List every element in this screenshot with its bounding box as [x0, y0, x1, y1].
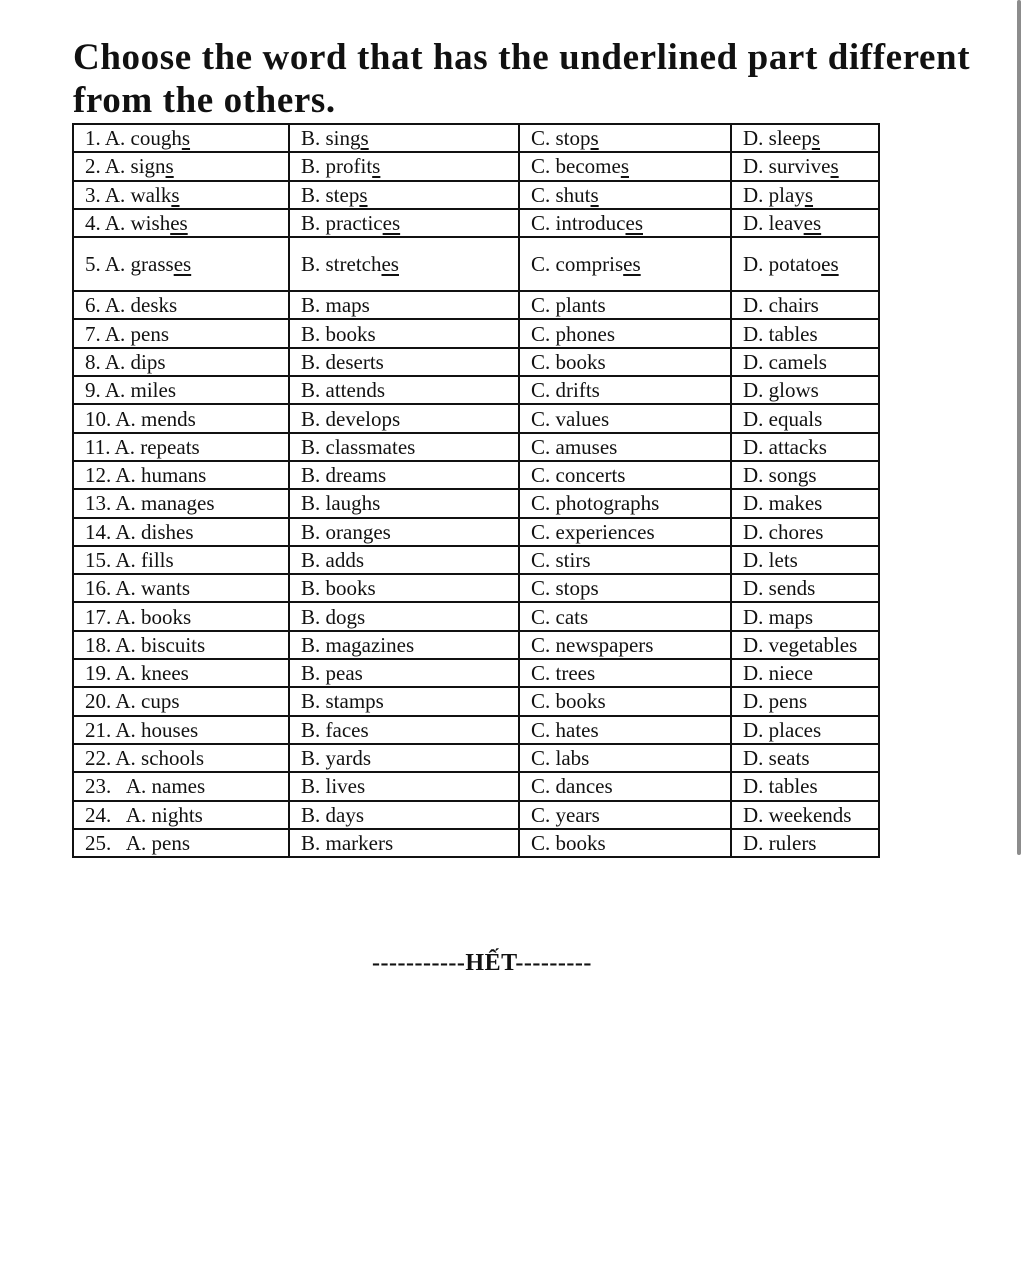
- option-b-cell: [289, 574, 519, 602]
- option-a-word: knees: [141, 661, 189, 686]
- option-b-cell: [289, 772, 519, 800]
- option-a-cell: [73, 829, 289, 857]
- option-b-cell: [289, 602, 519, 630]
- question-row: [73, 404, 879, 432]
- option-d-underlined-part: es: [821, 252, 839, 277]
- question-row: [73, 546, 879, 574]
- question-row: [73, 489, 879, 517]
- option-d-cell: [731, 489, 879, 517]
- question-number: 8. A.: [85, 349, 126, 374]
- option-d-word: D. attacks: [743, 434, 827, 459]
- option-b-word: B. profit: [301, 154, 373, 179]
- option-b-word: B. develops: [301, 406, 401, 431]
- option-d-word: D. vegetables: [743, 632, 858, 657]
- option-a-word: sign: [130, 154, 166, 179]
- option-c-cell: [519, 319, 731, 347]
- option-a-underlined-part: es: [170, 211, 188, 236]
- option-b-word: B. oranges: [301, 519, 391, 544]
- option-b-word: B. markers: [301, 830, 394, 855]
- option-c-word: C. concerts: [531, 463, 626, 488]
- option-c-word: C. shut: [531, 182, 591, 207]
- option-d-cell: [731, 152, 879, 180]
- option-d-cell: [731, 433, 879, 461]
- option-d-word: D. leav: [743, 211, 804, 236]
- option-d-cell: [731, 319, 879, 347]
- question-number: 23. A.: [85, 774, 147, 799]
- option-a-cell: [73, 546, 289, 574]
- option-b-word: B. attends: [301, 378, 385, 403]
- option-b-word: B. deserts: [301, 349, 384, 374]
- option-b-cell: [289, 801, 519, 829]
- option-b-word: B. maps: [301, 293, 370, 318]
- option-b-word: B. adds: [301, 548, 364, 572]
- option-c-underlined-part: es: [625, 211, 643, 236]
- option-b-word: B. lives: [301, 774, 366, 799]
- option-c-cell: [519, 801, 731, 829]
- option-b-word: B. practic: [301, 211, 383, 236]
- option-c-word: C. drifts: [531, 378, 600, 403]
- option-d-word: D. equals: [743, 406, 823, 431]
- option-c-word: C. stop: [531, 126, 591, 151]
- option-d-cell: [731, 801, 879, 829]
- question-row: [73, 124, 879, 152]
- option-a-word: dips: [130, 349, 166, 374]
- option-b-cell: [289, 461, 519, 489]
- question-row: [73, 744, 879, 772]
- option-a-cell: [73, 291, 289, 319]
- option-a-cell: [73, 348, 289, 376]
- option-c-word: C. introduc: [531, 211, 626, 236]
- option-c-word: C. become: [531, 154, 621, 179]
- option-c-word: C. photographs: [531, 491, 660, 516]
- option-d-cell: [731, 461, 879, 489]
- question-number: 4. A.: [85, 211, 126, 236]
- option-d-word: D. sleep: [743, 126, 812, 151]
- option-a-word: manages: [141, 491, 215, 516]
- option-c-word: C. books: [531, 689, 606, 714]
- option-c-word: C. cats: [531, 604, 589, 629]
- question-row: [73, 518, 879, 546]
- option-d-cell: [731, 659, 879, 687]
- question-number: 24. A.: [85, 802, 147, 827]
- option-a-cell: [73, 602, 289, 630]
- option-c-cell: [519, 772, 731, 800]
- option-d-underlined-part: s: [811, 126, 821, 151]
- option-c-cell: [519, 716, 731, 744]
- option-d-cell: [731, 829, 879, 857]
- option-a-word: miles: [130, 378, 177, 403]
- question-number: 17. A.: [85, 604, 136, 629]
- option-c-word: C. stirs: [531, 548, 591, 572]
- question-row: [73, 687, 879, 715]
- option-d-word: D. pens: [743, 689, 808, 714]
- option-d-word: D. chores: [743, 519, 824, 544]
- option-b-cell: [289, 124, 519, 152]
- option-d-cell: [731, 181, 879, 209]
- option-a-cell: [73, 744, 289, 772]
- option-a-cell: [73, 574, 289, 602]
- question-row: [73, 433, 879, 461]
- question-number: 5. A.: [85, 252, 126, 277]
- option-a-word: wish: [130, 211, 171, 236]
- option-b-cell: [289, 518, 519, 546]
- option-a-word: humans: [141, 463, 207, 488]
- option-c-word: C. amuses: [531, 434, 618, 459]
- option-c-cell: [519, 489, 731, 517]
- option-d-cell: [731, 716, 879, 744]
- question-number: 12. A.: [85, 463, 136, 488]
- option-a-cell: [73, 319, 289, 347]
- option-a-cell: [73, 489, 289, 517]
- option-c-cell: [519, 433, 731, 461]
- question-row: [73, 209, 879, 237]
- option-a-word: books: [141, 604, 192, 629]
- option-d-underlined-part: es: [803, 211, 822, 236]
- option-a-word: fills: [141, 548, 174, 572]
- question-number: 2. A.: [85, 154, 126, 179]
- option-a-word: desks: [130, 293, 178, 318]
- option-d-word: D. glows: [743, 378, 819, 403]
- option-c-cell: [519, 237, 731, 291]
- option-c-underlined-part: es: [623, 252, 641, 277]
- question-number: 16. A.: [85, 576, 136, 601]
- option-b-word: B. laughs: [301, 491, 381, 516]
- option-d-cell: [731, 209, 879, 237]
- option-d-cell: [731, 291, 879, 319]
- option-a-word: wants: [141, 576, 191, 601]
- option-d-underlined-part: s: [804, 182, 814, 207]
- question-row: [73, 461, 879, 489]
- option-d-cell: [731, 124, 879, 152]
- option-c-word: C. plants: [531, 293, 606, 318]
- option-b-cell: [289, 376, 519, 404]
- question-row: [73, 291, 879, 319]
- option-d-cell: [731, 237, 879, 291]
- option-d-underlined-part: s: [830, 154, 839, 179]
- option-d-word: D. chairs: [743, 293, 819, 318]
- option-d-word: D. camels: [743, 349, 827, 374]
- question-row: [73, 181, 879, 209]
- option-c-cell: [519, 829, 731, 857]
- question-row: [73, 801, 879, 829]
- option-d-word: D. tables: [743, 321, 818, 346]
- option-a-cell: [73, 716, 289, 744]
- option-a-word: biscuits: [141, 632, 206, 657]
- option-c-cell: [519, 602, 731, 630]
- question-row: [73, 152, 879, 180]
- option-b-underlined-part: s: [372, 154, 381, 179]
- option-b-word: B. step: [301, 182, 360, 207]
- option-a-cell: [73, 518, 289, 546]
- option-a-cell: [73, 237, 289, 291]
- option-a-cell: [73, 404, 289, 432]
- option-b-cell: [289, 319, 519, 347]
- option-c-word: C. dances: [531, 774, 613, 799]
- question-row: [73, 716, 879, 744]
- option-d-word: D. survive: [743, 154, 831, 179]
- option-b-word: B. sing: [301, 126, 361, 151]
- option-d-word: D. sends: [743, 576, 816, 601]
- option-b-cell: [289, 744, 519, 772]
- option-d-word: D. lets: [743, 548, 798, 572]
- scrollbar-track[interactable]: [1015, 0, 1024, 1278]
- option-d-word: D. makes: [743, 491, 823, 516]
- option-d-cell: [731, 602, 879, 630]
- option-b-word: B. faces: [301, 717, 369, 742]
- question-row: [73, 602, 879, 630]
- question-number: 3. A.: [85, 182, 126, 207]
- option-c-word: C. labs: [531, 746, 590, 771]
- option-c-cell: [519, 659, 731, 687]
- option-b-cell: [289, 152, 519, 180]
- option-c-word: C. books: [531, 349, 606, 374]
- option-c-cell: [519, 348, 731, 376]
- option-a-underlined-part: s: [171, 182, 180, 207]
- option-d-cell: [731, 744, 879, 772]
- question-row: [73, 376, 879, 404]
- option-d-word: D. places: [743, 717, 822, 742]
- option-a-word: walk: [130, 182, 172, 207]
- scrollbar-thumb[interactable]: [1017, 0, 1021, 855]
- option-d-cell: [731, 348, 879, 376]
- option-a-word: pens: [151, 830, 191, 855]
- option-c-word: C. stops: [531, 576, 599, 601]
- question-number: 14. A.: [85, 519, 136, 544]
- option-c-word: C. compris: [531, 252, 624, 277]
- option-b-word: B. books: [301, 576, 376, 601]
- option-b-cell: [289, 237, 519, 291]
- option-d-word: D. songs: [743, 463, 817, 488]
- question-row: [73, 829, 879, 857]
- option-d-word: D. maps: [743, 604, 813, 629]
- question-row: [73, 574, 879, 602]
- question-row: [73, 348, 879, 376]
- option-d-word: D. potato: [743, 252, 822, 277]
- option-d-cell: [731, 631, 879, 659]
- option-b-word: B. stretch: [301, 252, 382, 277]
- question-number: 10. A.: [85, 406, 136, 431]
- option-a-cell: [73, 659, 289, 687]
- option-d-cell: [731, 376, 879, 404]
- option-b-cell: [289, 348, 519, 376]
- option-a-word: names: [151, 774, 206, 799]
- option-d-cell: [731, 574, 879, 602]
- option-c-cell: [519, 518, 731, 546]
- question-number: 11. A.: [85, 434, 135, 459]
- option-b-word: B. peas: [301, 661, 363, 686]
- option-b-underlined-part: s: [359, 182, 368, 207]
- option-a-cell: [73, 376, 289, 404]
- answer-table: [72, 123, 880, 858]
- option-c-cell: [519, 631, 731, 659]
- option-d-word: D. weekends: [743, 802, 852, 827]
- option-c-cell: [519, 376, 731, 404]
- option-c-word: C. hates: [531, 717, 599, 742]
- option-a-word: schools: [141, 746, 205, 771]
- question-row: [73, 631, 879, 659]
- option-c-cell: [519, 124, 731, 152]
- option-c-cell: [519, 744, 731, 772]
- option-c-word: C. experiences: [531, 519, 655, 544]
- option-b-word: B. dogs: [301, 604, 366, 629]
- question-row: [73, 659, 879, 687]
- option-a-cell: [73, 801, 289, 829]
- question-row: [73, 237, 879, 291]
- option-b-word: B. yards: [301, 746, 371, 771]
- option-d-word: D. seats: [743, 746, 810, 771]
- option-a-cell: [73, 433, 289, 461]
- option-b-cell: [289, 687, 519, 715]
- option-c-underlined-part: s: [590, 182, 599, 207]
- option-a-cell: [73, 181, 289, 209]
- option-b-cell: [289, 433, 519, 461]
- option-a-word: pens: [130, 321, 170, 346]
- option-a-word: cups: [141, 689, 180, 714]
- option-c-cell: [519, 181, 731, 209]
- option-b-cell: [289, 546, 519, 574]
- option-c-cell: [519, 209, 731, 237]
- option-a-underlined-part: s: [181, 126, 191, 151]
- option-a-cell: [73, 124, 289, 152]
- option-b-word: B. stamps: [301, 689, 384, 714]
- option-a-word: repeats: [140, 434, 200, 459]
- option-b-cell: [289, 829, 519, 857]
- question-number: 18. A.: [85, 632, 136, 657]
- end-marker: -----------HẾT---------: [372, 950, 592, 976]
- question-number: 20. A.: [85, 689, 136, 714]
- question-number: 7. A.: [85, 321, 126, 346]
- option-a-cell: [73, 209, 289, 237]
- option-c-word: C. values: [531, 406, 610, 431]
- option-d-word: D. tables: [743, 774, 818, 799]
- option-a-word: grass: [130, 252, 174, 277]
- option-c-cell: [519, 574, 731, 602]
- option-d-word: D. play: [743, 182, 805, 207]
- option-c-word: C. years: [531, 802, 600, 827]
- option-a-word: cough: [130, 126, 182, 151]
- option-d-cell: [731, 546, 879, 574]
- option-a-word: mends: [141, 406, 196, 431]
- option-b-cell: [289, 181, 519, 209]
- option-c-underlined-part: s: [590, 126, 599, 151]
- option-d-cell: [731, 518, 879, 546]
- option-a-word: dishes: [141, 519, 194, 544]
- option-a-word: houses: [141, 717, 199, 742]
- option-b-cell: [289, 631, 519, 659]
- option-c-cell: [519, 546, 731, 574]
- option-b-word: B. dreams: [301, 463, 387, 488]
- option-b-word: B. classmates: [301, 434, 416, 459]
- question-number: 6. A.: [85, 293, 126, 318]
- option-c-cell: [519, 687, 731, 715]
- question-number: 25. A.: [85, 830, 147, 855]
- option-b-cell: [289, 716, 519, 744]
- question-row: [73, 319, 879, 347]
- option-d-word: D. rulers: [743, 830, 817, 855]
- option-c-cell: [519, 461, 731, 489]
- option-a-cell: [73, 687, 289, 715]
- option-b-cell: [289, 291, 519, 319]
- question-number: 22. A.: [85, 746, 136, 771]
- option-a-underlined-part: es: [173, 252, 192, 277]
- option-a-underlined-part: s: [165, 154, 174, 179]
- option-d-cell: [731, 404, 879, 432]
- option-c-cell: [519, 404, 731, 432]
- option-b-word: B. magazines: [301, 632, 415, 657]
- option-a-word: nights: [151, 802, 203, 827]
- option-a-cell: [73, 772, 289, 800]
- option-b-underlined-part: es: [382, 211, 401, 236]
- option-d-cell: [731, 687, 879, 715]
- option-a-cell: [73, 631, 289, 659]
- option-b-word: B. days: [301, 802, 364, 827]
- option-b-cell: [289, 209, 519, 237]
- option-b-cell: [289, 404, 519, 432]
- option-d-cell: [731, 772, 879, 800]
- option-b-underlined-part: s: [360, 126, 369, 151]
- option-c-cell: [519, 291, 731, 319]
- option-b-cell: [289, 659, 519, 687]
- option-c-underlined-part: s: [620, 154, 629, 179]
- option-c-word: C. books: [531, 830, 606, 855]
- question-number: 19. A.: [85, 661, 136, 686]
- option-a-cell: [73, 461, 289, 489]
- question-number: 1. A.: [85, 126, 126, 151]
- option-b-word: B. books: [301, 321, 376, 346]
- option-b-underlined-part: es: [381, 252, 399, 277]
- option-c-word: C. phones: [531, 321, 615, 346]
- option-c-cell: [519, 152, 731, 180]
- option-c-word: C. trees: [531, 661, 596, 686]
- question-number: 15. A.: [85, 548, 136, 572]
- question-number: 9. A.: [85, 378, 126, 403]
- option-c-word: C. newspapers: [531, 632, 654, 657]
- option-d-word: D. niece: [743, 661, 813, 686]
- option-a-cell: [73, 152, 289, 180]
- exercise-instruction: Choose the word that has the underlined part different from the others.: [73, 37, 971, 121]
- question-row: [73, 772, 879, 800]
- option-b-cell: [289, 489, 519, 517]
- question-number: 13. A.: [85, 491, 136, 516]
- question-number: 21. A.: [85, 717, 136, 742]
